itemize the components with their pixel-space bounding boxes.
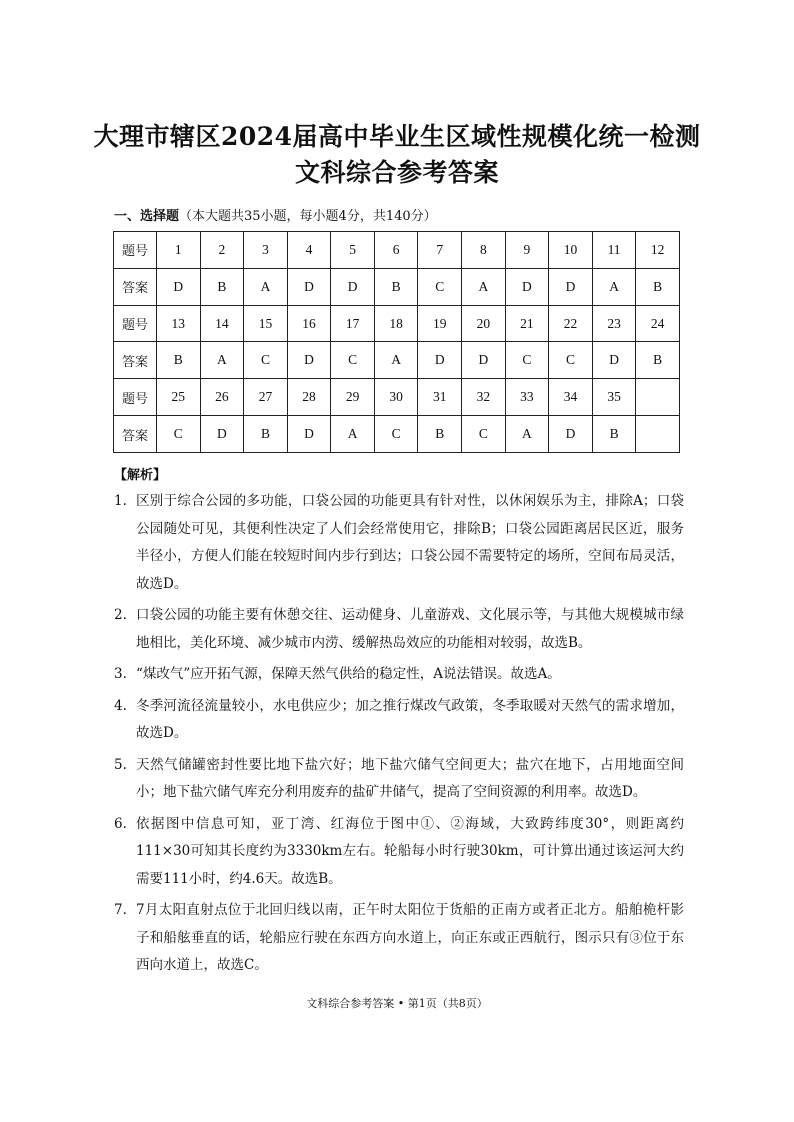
analysis-list — [114, 488, 684, 984]
question-number-cell: 5 — [331, 232, 375, 269]
answer-cell: B — [157, 342, 201, 379]
question-number-cell: 27 — [244, 379, 288, 416]
question-number-cell: 8 — [462, 232, 506, 269]
answer-cell: D — [331, 268, 375, 305]
answer-cell: A — [331, 416, 375, 453]
analysis-heading: 【解析】 — [114, 468, 167, 483]
row-label: 答案 — [114, 268, 157, 305]
analysis-item — [114, 752, 684, 807]
question-number-cell: 4 — [287, 232, 331, 269]
question-number-cell: 28 — [287, 379, 331, 416]
answer-cell: C — [418, 268, 462, 305]
answer-cell: D — [200, 416, 244, 453]
answer-cell: D — [462, 342, 506, 379]
question-number-cell: 16 — [287, 305, 331, 342]
question-number-cell: 17 — [331, 305, 375, 342]
document-title: 大理市辖区2024届高中毕业生区域性规模化统一检测 — [93, 122, 701, 151]
document-subtitle: 文科综合参考答案 — [294, 158, 499, 187]
answer-cell: D — [505, 268, 549, 305]
question-number-cell: 22 — [549, 305, 593, 342]
question-number-cell: 21 — [505, 305, 549, 342]
question-number-cell: 6 — [374, 232, 418, 269]
analysis-item — [114, 811, 684, 894]
question-number-cell: 9 — [505, 232, 549, 269]
item-number: 7. — [114, 902, 127, 918]
answer-cell: B — [636, 268, 680, 305]
question-number-cell: 1 — [157, 232, 201, 269]
question-number-cell: 7 — [418, 232, 462, 269]
section-note: （本大题共35小题，每小题4分，共140分） — [179, 209, 437, 224]
question-number-cell: 2 — [200, 232, 244, 269]
answer-cell: B — [418, 416, 462, 453]
item-number: 6. — [114, 815, 127, 832]
answer-cell: A — [592, 268, 636, 305]
question-number-cell: 18 — [374, 305, 418, 342]
question-number-cell: 32 — [462, 379, 506, 416]
answer-cell: A — [505, 416, 549, 453]
question-number-cell: 30 — [374, 379, 418, 416]
table-row — [114, 305, 680, 342]
answer-cell: B — [374, 268, 418, 305]
row-label: 答案 — [114, 342, 157, 379]
table-row — [114, 379, 680, 416]
question-number-cell: 20 — [462, 305, 506, 342]
answer-cell: D — [592, 342, 636, 379]
item-text: “煤改气”应开拓气源，保障天然气供给的稳定性，A说法错误。故选A。 — [136, 666, 561, 682]
item-text: 口袋公园的功能主要有休憩交往、运动健身、儿童游戏、文化展示等，与其他大规模城市绿地相比，美化环境、减少城市内涝、缓解热岛效应的功能相对较弱，故选B。 — [136, 607, 684, 651]
question-number-cell: 10 — [549, 232, 593, 269]
question-number-cell: 35 — [592, 379, 636, 416]
question-number-cell: 34 — [549, 379, 593, 416]
question-number-cell: 15 — [244, 305, 288, 342]
analysis-item — [114, 661, 684, 689]
answer-cell — [636, 416, 680, 453]
question-number-cell: 14 — [200, 305, 244, 342]
question-number-cell: 25 — [157, 379, 201, 416]
item-number: 3. — [114, 666, 127, 682]
table-row — [114, 416, 680, 453]
answer-cell: D — [549, 268, 593, 305]
item-number: 1. — [114, 493, 127, 509]
answer-cell: B — [592, 416, 636, 453]
item-text: 依据图中信息可知，亚丁湾、红海位于图中①、②海域，大致跨纬度30°，则距离约111×30可知其长度约为3330km左右。轮船每小时行驶30km，可计算出通过该运河大约需要111小时，约4.6天。故选B。 — [136, 815, 684, 887]
section-heading — [114, 205, 437, 224]
question-number-cell: 19 — [418, 305, 462, 342]
row-label: 题号 — [114, 232, 157, 269]
answer-cell: A — [374, 342, 418, 379]
answer-cell: A — [200, 342, 244, 379]
analysis-item — [114, 693, 684, 748]
question-number-cell: 23 — [592, 305, 636, 342]
question-number-cell — [636, 379, 680, 416]
row-label: 题号 — [114, 305, 157, 342]
question-number-cell: 3 — [244, 232, 288, 269]
question-number-cell: 24 — [636, 305, 680, 342]
answer-cell: D — [287, 342, 331, 379]
item-text: 天然气储罐密封性要比地下盐穴好；地下盐穴储气空间更大；盐穴在地下，占用地面空间小；地下盐穴储气库充分利用废弃的盐矿井储气，提高了空间资源的利用率。故选D。 — [136, 756, 684, 800]
item-number: 5. — [114, 756, 127, 773]
answer-cell: A — [244, 268, 288, 305]
question-number-cell: 13 — [157, 305, 201, 342]
row-label: 题号 — [114, 379, 157, 416]
table-row — [114, 342, 680, 379]
answer-table — [113, 231, 680, 453]
page-footer: 文科综合参考答案 • 第1页（共8页） — [306, 997, 488, 1010]
analysis-item — [114, 897, 684, 980]
answer-cell: C — [549, 342, 593, 379]
answer-cell: D — [549, 416, 593, 453]
answer-cell: B — [200, 268, 244, 305]
table-row — [114, 232, 680, 269]
question-number-cell: 12 — [636, 232, 680, 269]
answer-cell: C — [157, 416, 201, 453]
analysis-item — [114, 602, 684, 657]
answer-cell: C — [462, 416, 506, 453]
answer-cell: D — [287, 268, 331, 305]
answer-cell: A — [462, 268, 506, 305]
question-number-cell: 33 — [505, 379, 549, 416]
item-number: 4. — [114, 697, 127, 714]
answer-cell: D — [157, 268, 201, 305]
answer-cell: D — [418, 342, 462, 379]
item-text: 7月太阳直射点位于北回归线以南，正午时太阳位于货船的正南方或者正北方。船舶桅杆影子和船舷垂直的话，轮船应行驶在东西方向水道上，向正东或正西航行，图示只有③位于东西向水道上，故选C。 — [136, 902, 684, 973]
section-title: 一、选择题 — [114, 209, 180, 224]
answer-cell: B — [636, 342, 680, 379]
question-number-cell: 26 — [200, 379, 244, 416]
answer-cell: C — [374, 416, 418, 453]
item-text: 冬季河流径流量较小，水电供应少；加之推行煤改气政策，冬季取暖对天然气的需求增加，故选D。 — [136, 697, 684, 741]
item-text: 区别于综合公园的多功能，口袋公园的功能更具有针对性，以休闲娱乐为主，排除A；口袋公园随处可见，其便利性决定了人们会经常使用它，排除B；口袋公园距离居民区近，服务半径小，方便人们能在较短时间内步行到达；口袋公园不需要特定的场所，空间布局灵活，故选D。 — [136, 493, 684, 592]
analysis-item — [114, 488, 684, 598]
item-number: 2. — [114, 607, 127, 623]
question-number-cell: 29 — [331, 379, 375, 416]
answer-cell: D — [287, 416, 331, 453]
question-number-cell: 11 — [592, 232, 636, 269]
answer-cell: C — [505, 342, 549, 379]
question-number-cell: 31 — [418, 379, 462, 416]
answer-cell: C — [331, 342, 375, 379]
answer-cell: C — [244, 342, 288, 379]
row-label: 答案 — [114, 416, 157, 453]
answer-cell: B — [244, 416, 288, 453]
table-row — [114, 268, 680, 305]
